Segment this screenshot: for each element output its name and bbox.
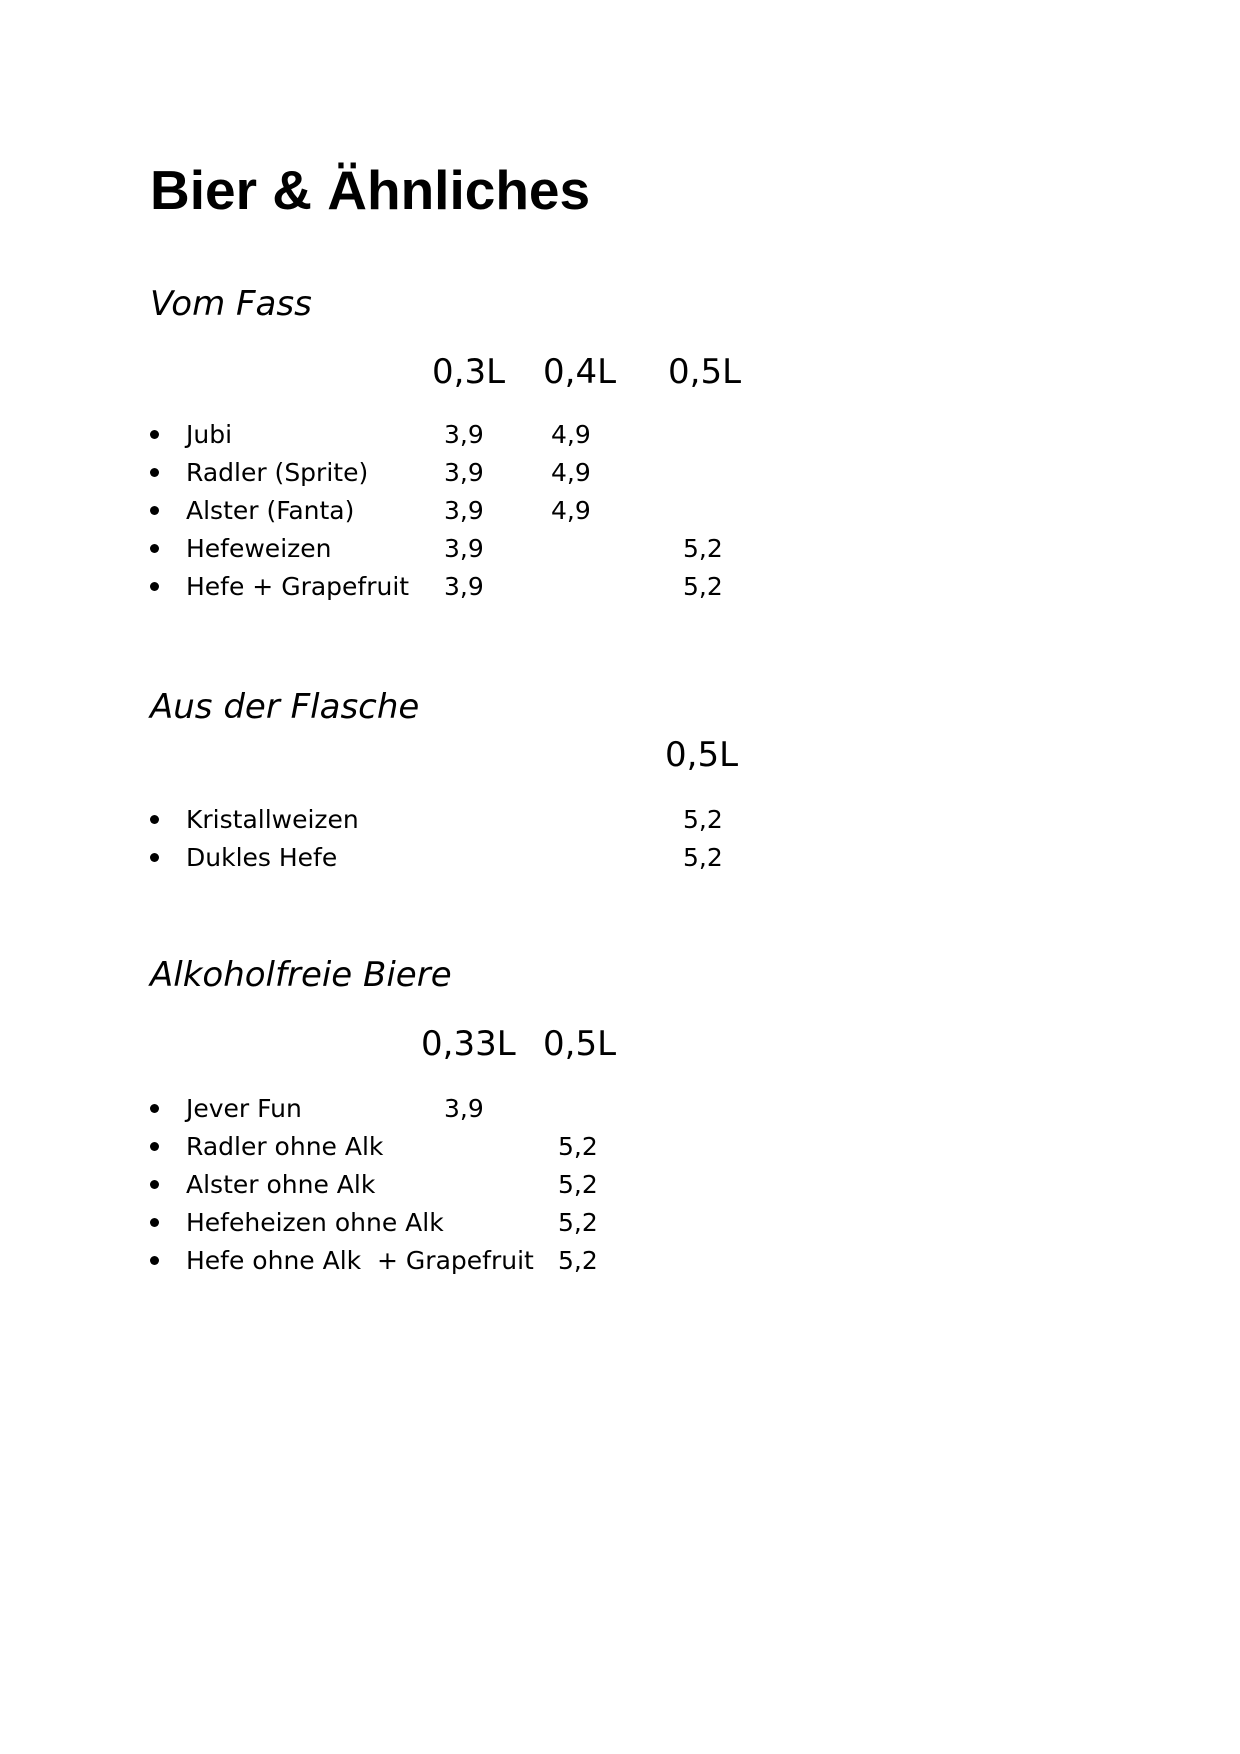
bullet-icon <box>150 582 159 591</box>
bullet-icon <box>150 1142 159 1151</box>
item-price: 5,2 <box>683 534 723 563</box>
item-price: 5,2 <box>683 572 723 601</box>
column-header-0-5l: 0,5L <box>668 352 742 392</box>
item-price: 3,9 <box>444 534 484 563</box>
item-price: 5,2 <box>558 1132 598 1161</box>
column-header-0-5l: 0,5L <box>543 1024 617 1064</box>
item-name: Dukles Hefe <box>186 843 338 872</box>
item-name: Radler ohne Alk <box>186 1132 384 1161</box>
column-header-0-33l: 0,33L <box>421 1024 516 1064</box>
bullet-icon <box>150 430 159 439</box>
item-name: Hefe ohne Alk + Grapefruit <box>186 1246 534 1275</box>
bullet-icon <box>150 544 159 553</box>
item-price: 4,9 <box>551 458 591 487</box>
item-price: 3,9 <box>444 496 484 525</box>
item-name: Alster (Fanta) <box>186 496 355 525</box>
bullet-icon <box>150 815 159 824</box>
column-header-0-5l: 0,5L <box>665 735 739 775</box>
item-name: Hefeweizen <box>186 534 332 563</box>
item-price: 5,2 <box>558 1246 598 1275</box>
bullet-icon <box>150 1218 159 1227</box>
item-price: 4,9 <box>551 420 591 449</box>
section-heading-vom-fass: Vom Fass <box>150 284 312 324</box>
section-heading-alkoholfreie-biere: Alkoholfreie Biere <box>150 955 452 995</box>
item-price: 3,9 <box>444 1094 484 1123</box>
item-price: 3,9 <box>444 420 484 449</box>
bullet-icon <box>150 506 159 515</box>
item-name: Kristallweizen <box>186 805 359 834</box>
item-price: 5,2 <box>558 1170 598 1199</box>
column-header-0-3l: 0,3L <box>432 352 506 392</box>
bullet-icon <box>150 1104 159 1113</box>
bullet-icon <box>150 1180 159 1189</box>
section-heading-aus-der-flasche: Aus der Flasche <box>150 687 420 727</box>
item-price: 3,9 <box>444 572 484 601</box>
page-title: Bier & Ähnliches <box>150 159 591 221</box>
item-name: Hefe + Grapefruit <box>186 572 410 601</box>
item-name: Jubi <box>186 420 233 449</box>
item-name: Radler (Sprite) <box>186 458 369 487</box>
item-price: 5,2 <box>683 843 723 872</box>
item-name: Alster ohne Alk <box>186 1170 376 1199</box>
column-header-0-4l: 0,4L <box>543 352 617 392</box>
bullet-icon <box>150 1256 159 1265</box>
bullet-icon <box>150 468 159 477</box>
item-price: 5,2 <box>683 805 723 834</box>
item-name: Hefeheizen ohne Alk <box>186 1208 444 1237</box>
item-name: Jever Fun <box>186 1094 302 1123</box>
item-price: 3,9 <box>444 458 484 487</box>
item-price: 4,9 <box>551 496 591 525</box>
bullet-icon <box>150 853 159 862</box>
item-price: 5,2 <box>558 1208 598 1237</box>
